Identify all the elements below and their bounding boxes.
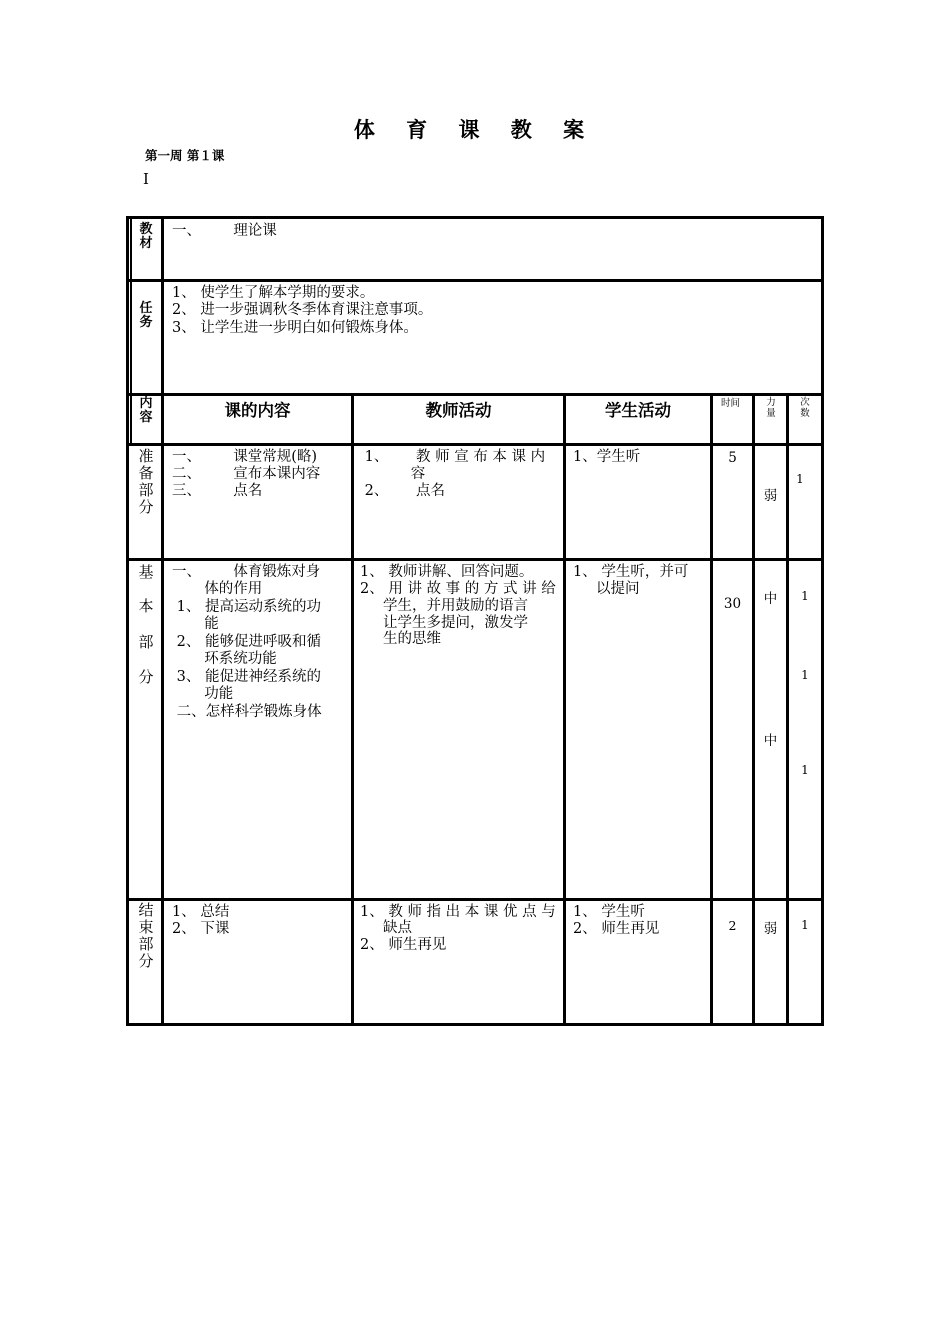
basic-content-7: 3、 能促进神经系统的 bbox=[172, 669, 321, 685]
header-force: 力量 bbox=[766, 397, 776, 419]
text-cursor-marker: I bbox=[143, 170, 149, 188]
end-teacher-3: 2、 师生再见 bbox=[360, 937, 447, 953]
row-divider-basic bbox=[129, 898, 822, 901]
basic-teacher-5: 生的思维 bbox=[360, 631, 442, 647]
basic-content-9: 二、怎样科学锻炼身体 bbox=[172, 704, 322, 720]
basic-force-2: 中 bbox=[763, 733, 778, 749]
prep-time: 5 bbox=[728, 450, 737, 466]
basic-count-1: 1 bbox=[801, 589, 809, 603]
end-student-2: 2、 师生再见 bbox=[573, 921, 660, 937]
label-basic-3: 部 bbox=[138, 633, 154, 651]
col-divider-content bbox=[351, 393, 354, 1023]
basic-count-2: 1 bbox=[801, 668, 809, 682]
basic-content-1: 一、 体育锻炼对身 bbox=[172, 564, 321, 580]
page-title: 体 育 课 教 案 bbox=[353, 118, 597, 142]
col-divider-teacher bbox=[563, 393, 566, 1023]
prep-content-2: 二、 宣布本课内容 bbox=[172, 466, 321, 482]
prep-student-1: 1、学生听 bbox=[573, 449, 641, 465]
end-count: 1 bbox=[801, 918, 809, 932]
end-teacher-1: 1、 教 师 指 出 本 课 优 点 与 bbox=[360, 904, 556, 920]
basic-time: 30 bbox=[723, 596, 742, 612]
basic-teacher-1: 1、 教师讲解、回答问题。 bbox=[360, 564, 534, 580]
label-basic-2: 本 bbox=[138, 597, 154, 615]
prep-teacher-2: 容 bbox=[360, 466, 426, 482]
prep-content-3: 三、 点名 bbox=[172, 483, 263, 499]
row-divider-header bbox=[129, 443, 822, 446]
basic-content-6: 环系统功能 bbox=[172, 651, 277, 667]
prep-teacher-1: 1、 教 师 宣 布 本 课 内 bbox=[360, 449, 546, 465]
prep-count: 1 bbox=[796, 472, 804, 486]
week-lesson-label: 第一周 第１课 bbox=[145, 148, 225, 163]
basic-content-5: 2、 能够促进呼吸和循 bbox=[172, 634, 321, 650]
label-basic-4: 分 bbox=[138, 668, 154, 686]
prep-teacher-3: 2、 点名 bbox=[360, 483, 445, 499]
basic-force-1: 中 bbox=[763, 591, 778, 607]
label-jiaocai: 教材 bbox=[139, 222, 153, 251]
row-divider-jiaocai bbox=[129, 279, 822, 282]
end-time: 2 bbox=[728, 918, 737, 933]
row-divider-prep bbox=[129, 558, 822, 561]
header-student: 学生活动 bbox=[605, 401, 671, 420]
renwu-line-3: 3、 让学生进一步明白如何锻炼身体。 bbox=[172, 320, 418, 336]
renwu-line-2: 2、 进一步强调秋冬季体育课注意事项。 bbox=[172, 302, 433, 318]
end-content-2: 2、 下课 bbox=[172, 921, 230, 937]
row-divider-renwu bbox=[129, 393, 822, 396]
basic-count-3: 1 bbox=[801, 763, 809, 777]
basic-content-8: 功能 bbox=[172, 686, 234, 702]
header-count: 次数 bbox=[800, 397, 810, 419]
label-column-right-border bbox=[161, 219, 164, 1023]
end-teacher-2: 缺点 bbox=[360, 920, 413, 936]
header-teacher: 教师活动 bbox=[425, 401, 492, 420]
basic-content-4: 能 bbox=[172, 616, 219, 632]
label-end: 结束部分 bbox=[138, 901, 154, 970]
prep-content-1: 一、 课堂常规(略) bbox=[172, 449, 318, 465]
basic-teacher-3: 学生，并用鼓励的语言 bbox=[360, 598, 529, 614]
basic-student-1: 1、 学生听，并可 bbox=[573, 564, 689, 580]
jiaocai-text: 一、 理论课 bbox=[172, 223, 277, 239]
basic-content-3: 1、 提高运动系统的功 bbox=[172, 599, 321, 615]
renwu-line-1: 1、 使学生了解本学期的要求。 bbox=[172, 285, 375, 301]
label-basic-1: 基 bbox=[138, 563, 154, 581]
end-content-1: 1、 总结 bbox=[172, 904, 230, 920]
basic-content-2: 体的作用 bbox=[172, 581, 263, 597]
basic-teacher-2: 2、 用 讲 故 事 的 方 式 讲 给 bbox=[360, 581, 556, 597]
header-content: 课的内容 bbox=[224, 401, 291, 420]
label-renwu: 任务 bbox=[139, 301, 153, 330]
prep-force: 弱 bbox=[763, 488, 778, 504]
label-prep: 准备部分 bbox=[138, 447, 154, 516]
label-neirong: 内容 bbox=[139, 396, 153, 425]
header-time: 时间 bbox=[721, 398, 741, 409]
basic-teacher-4: 让学生多提问，激发学 bbox=[360, 615, 529, 631]
label-column-divider bbox=[130, 219, 132, 445]
basic-student-2: 以提问 bbox=[573, 581, 640, 597]
end-student-1: 1、 学生听 bbox=[573, 904, 645, 920]
end-force: 弱 bbox=[763, 921, 778, 937]
